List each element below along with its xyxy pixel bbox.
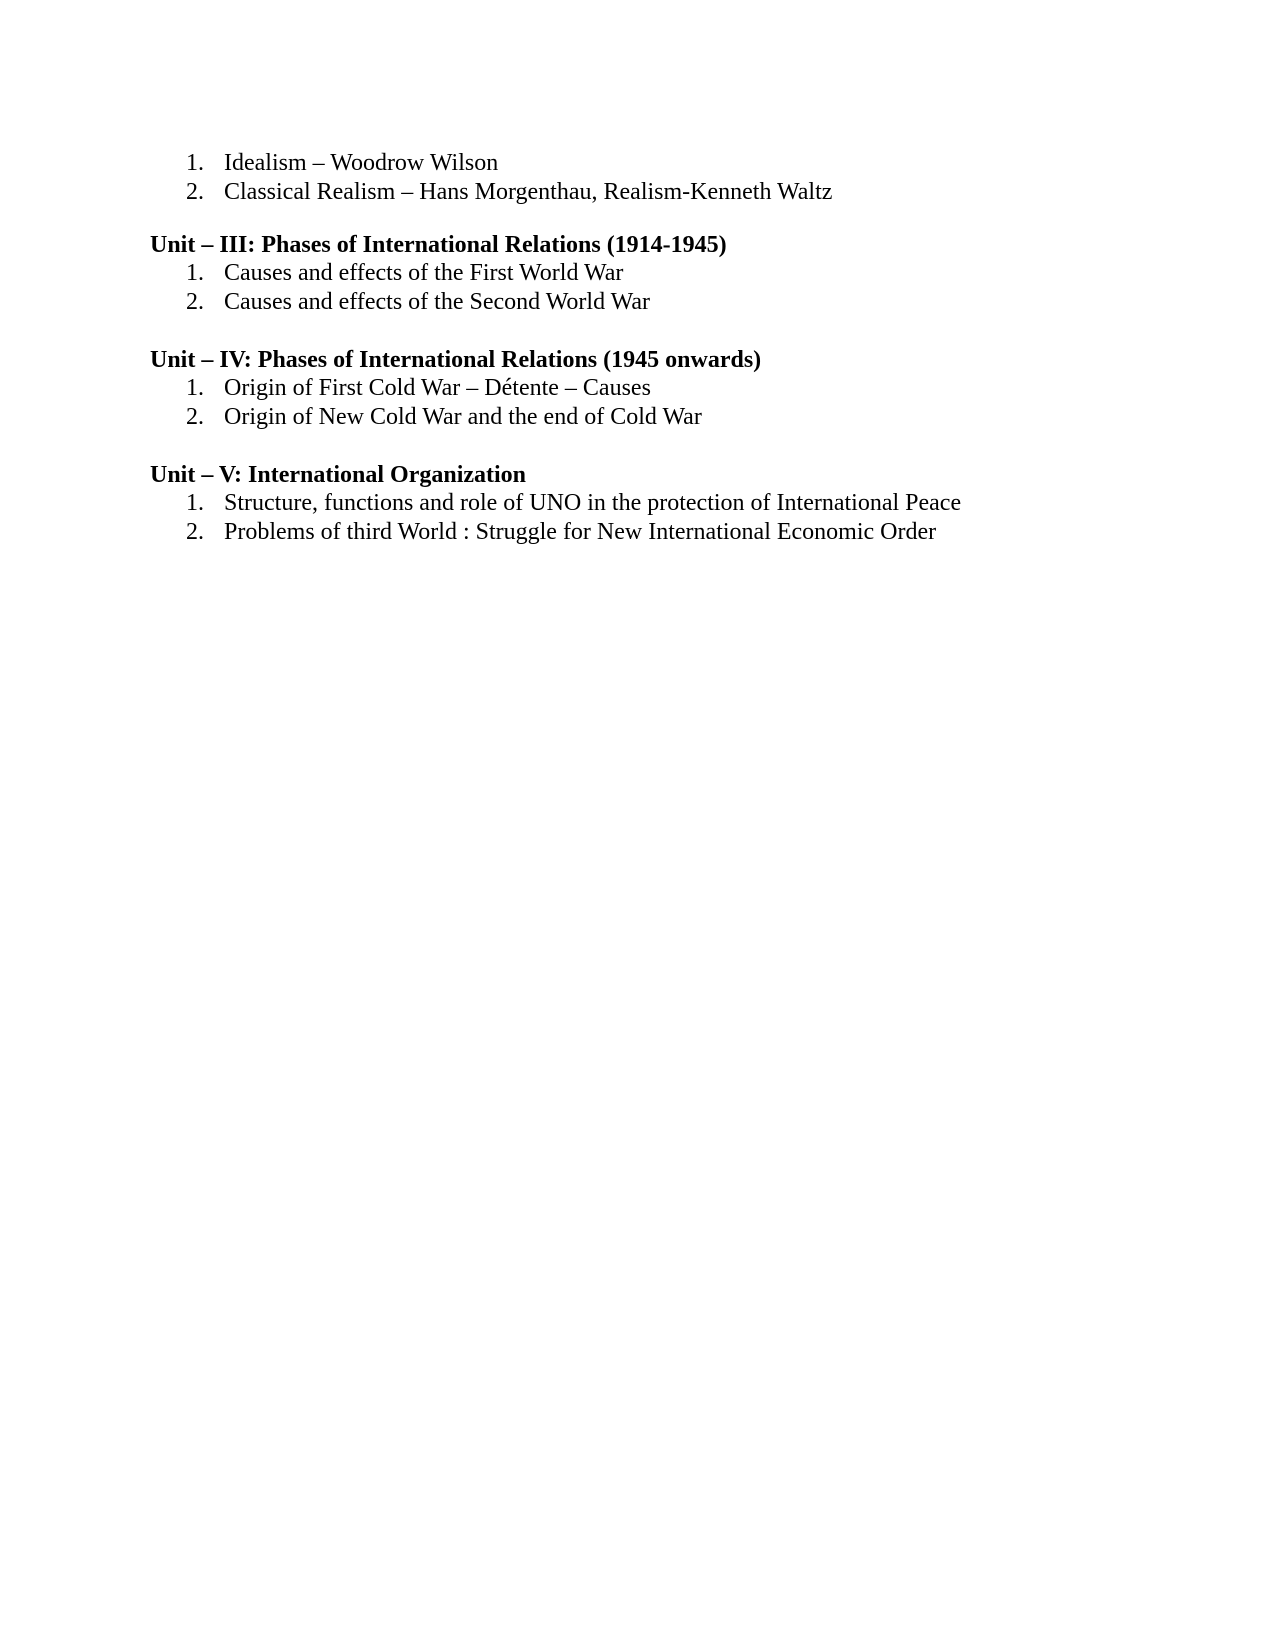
list-number: 2.	[186, 519, 204, 545]
unit-heading: Unit – V: International Organization	[150, 462, 527, 488]
list-item	[150, 518, 1150, 547]
list-number: 1.	[186, 375, 204, 401]
intro-list	[150, 149, 1150, 207]
list-item	[150, 149, 1150, 178]
unit-section-3	[150, 231, 1150, 317]
list-item	[150, 489, 1150, 518]
list-text: Origin of First Cold War – Détente – Causes	[224, 375, 651, 401]
list-item	[150, 403, 1150, 432]
list-text: Causes and effects of the First World War	[224, 260, 624, 286]
list-text: Origin of New Cold War and the end of Cold War	[224, 404, 702, 430]
list-text: Problems of third World : Struggle for New International Economic Order	[224, 519, 937, 545]
list-number: 1.	[186, 260, 204, 286]
list-number: 2.	[186, 289, 204, 315]
unit-heading: Unit – IV: Phases of International Relations (1945 onwards)	[150, 347, 762, 373]
list-text: Structure, functions and role of UNO in the protection of International Peace	[224, 490, 962, 516]
list-item	[150, 288, 1150, 317]
unit-heading: Unit – III: Phases of International Relations (1914-1945)	[150, 232, 727, 258]
list-number: 2.	[186, 179, 204, 205]
list-number: 1.	[186, 150, 204, 176]
list-number: 1.	[186, 490, 204, 516]
list-text: Classical Realism – Hans Morgenthau, Realism-Kenneth Waltz	[224, 179, 833, 205]
list-item	[150, 259, 1150, 288]
list-text: Causes and effects of the Second World War	[224, 289, 651, 315]
list-item	[150, 178, 1150, 207]
unit-section-4	[150, 346, 1150, 432]
list-item	[150, 374, 1150, 403]
list-number: 2.	[186, 404, 204, 430]
list-text: Idealism – Woodrow Wilson	[224, 150, 499, 176]
unit-section-5	[150, 461, 1150, 547]
